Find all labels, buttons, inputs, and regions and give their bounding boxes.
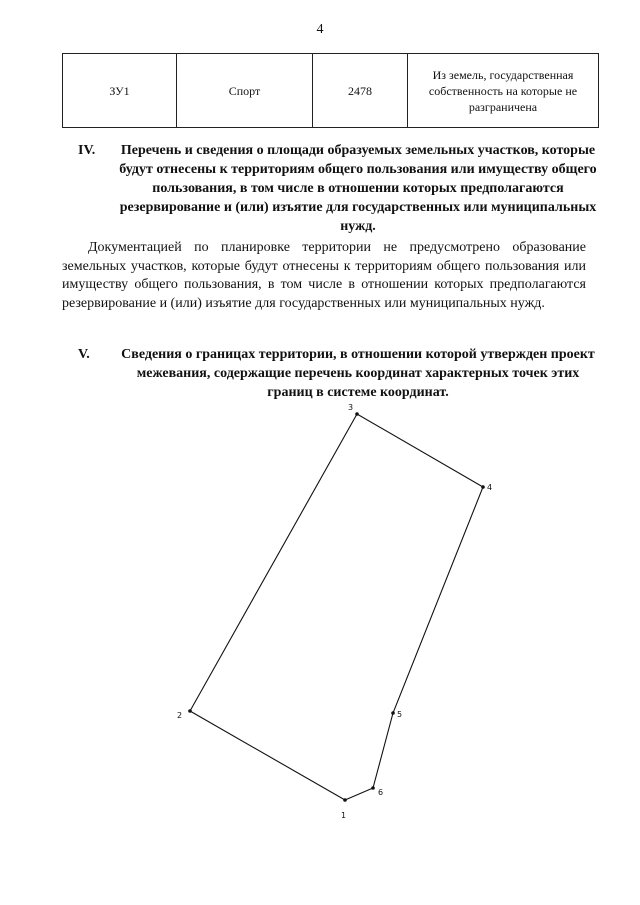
boundary-point-4 — [481, 485, 485, 489]
section-5-title: Сведения о границах территории, в отношении которой утвержден проект межевания, содержащие перечень координат характерных точек этих границ в системе координат. — [121, 347, 595, 400]
boundary-point-5 — [391, 711, 395, 715]
table-cell-purpose: Спорт — [177, 54, 313, 128]
table-cell-area: 2478 — [313, 54, 408, 128]
page-number: 4 — [316, 22, 324, 37]
point-label-6: 6 — [378, 788, 384, 797]
table-cell-plot-id: ЗУ1 — [63, 54, 177, 128]
point-label-4: 4 — [487, 483, 493, 492]
boundary-point-3 — [355, 412, 359, 416]
section-4-title: Перечень и сведения о площади образуемых земельных участков, которые будут отнесены к территориям общего пользования или имуществу общего пользования, в том числе в отношении которых предполагаются резервирование и (или) изъятие для государственных или муниципальных нужд. — [119, 143, 597, 234]
section-4-paragraph: Документацией по планировке территории не предусмотрено образование земельных участков, которые будут отнесены к территориям общего пользования или имуществу общего пользования, в том числе в отношении которых предполагаются резервирование и (или) изъятие для государственных или муниципальных нужд. — [62, 240, 586, 311]
point-label-3: 3 — [348, 403, 354, 412]
point-label-1: 1 — [341, 811, 347, 820]
boundary-points — [188, 412, 485, 802]
table-cell-land-category: Из земель, государственная собственность на которые не разграничена — [408, 54, 599, 128]
point-label-5: 5 — [397, 710, 403, 719]
section-5-number: V. — [78, 347, 90, 362]
boundary-point-2 — [188, 709, 192, 713]
section-4-number: IV. — [78, 143, 96, 158]
boundary-polygon — [190, 414, 483, 800]
point-label-2: 2 — [177, 711, 183, 720]
boundary-point-6 — [371, 786, 375, 790]
boundary-point-1 — [343, 798, 347, 802]
